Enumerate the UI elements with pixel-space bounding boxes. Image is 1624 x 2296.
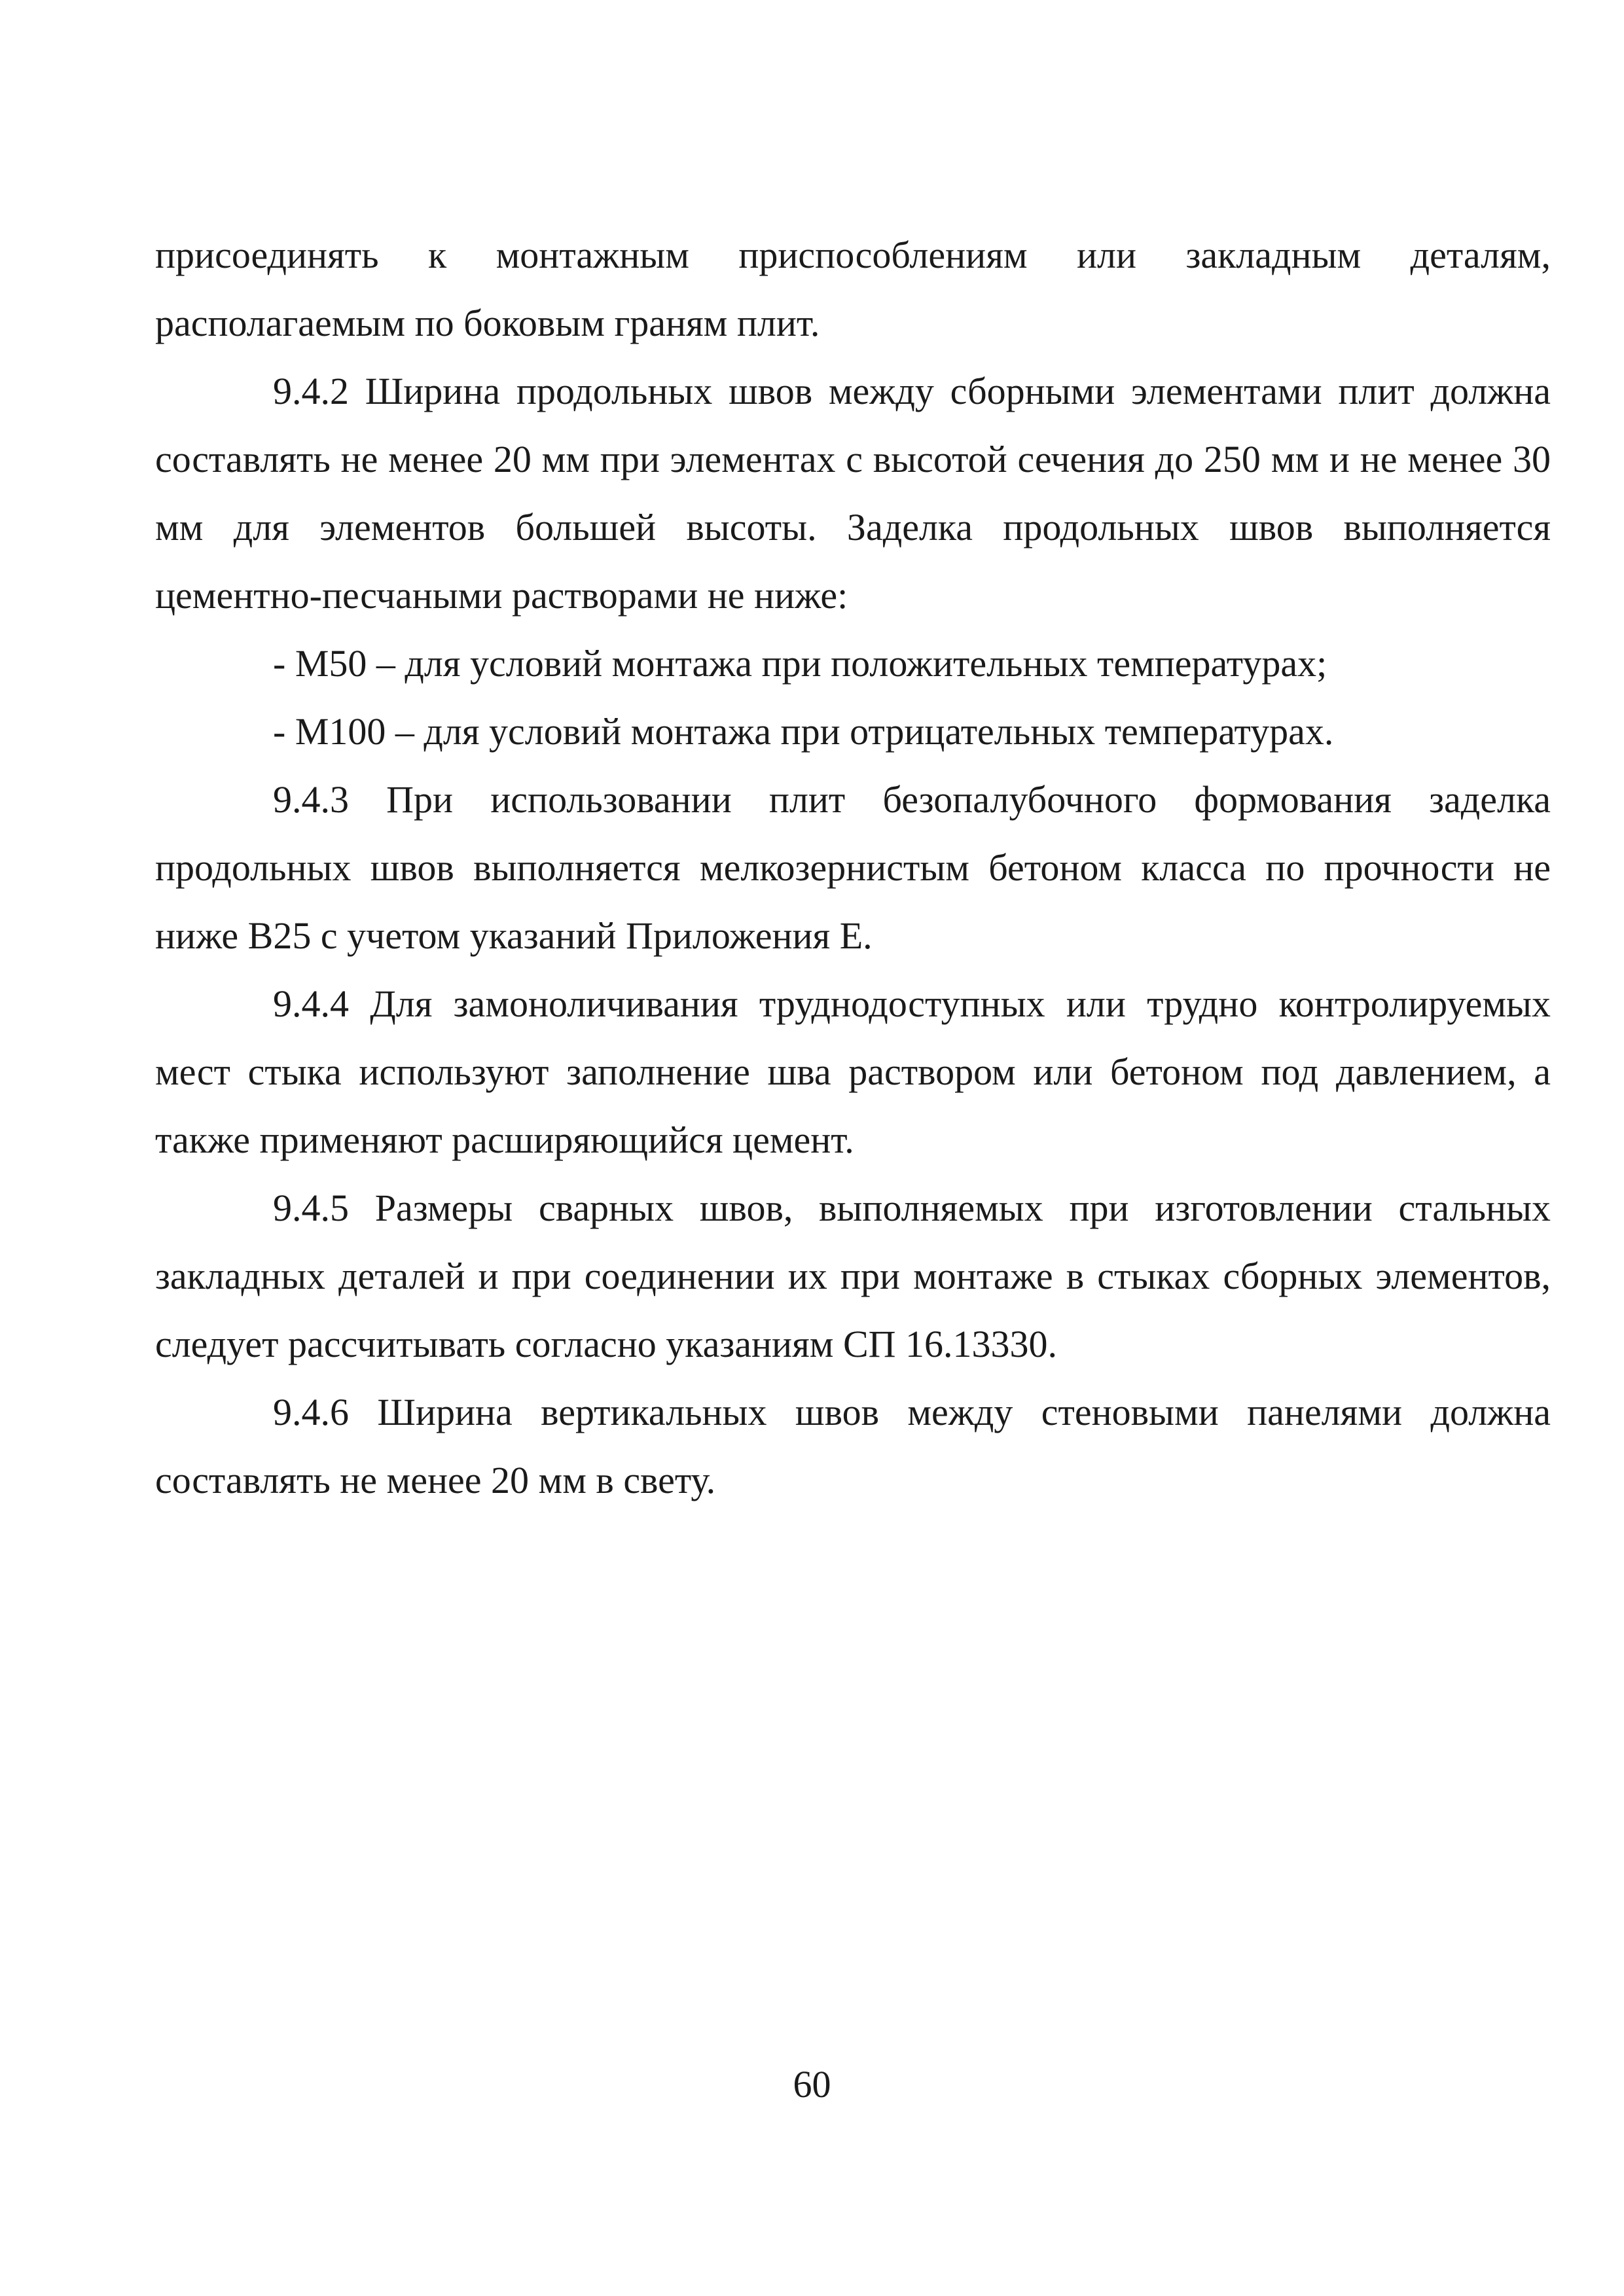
- paragraph-9-4-2: 9.4.2 Ширина продольных швов между сборными элементами плит должна составлять не менее 20 мм при элементах с высотой сечения до 250 мм и не менее 30 мм для элементов большей высоты. Заделка продольных швов выполняется цементно-песчаными растворами не ниже:: [155, 370, 1551, 617]
- paragraph-continuation: присоединять к монтажным приспособлениям или закладным деталям, располагаемым по боковым граням плит.: [155, 234, 1551, 344]
- paragraph-9-4-4: 9.4.4 Для замоноличивания труднодоступных или трудно контролируемых мест стыка используют заполнение шва раствором или бетоном под давлением, а также применяют расширяющийся цемент.: [155, 982, 1551, 1161]
- list-item-m100: - М100 – для условий монтажа при отрицательных температурах.: [273, 710, 1334, 753]
- page-number: 60: [793, 2063, 831, 2106]
- paragraph-9-4-5: 9.4.5 Размеры сварных швов, выполняемых при изготовлении стальных закладных деталей и при соединении их при монтаже в стыках сборных элементов, следует рассчитывать согласно указаниям СП 16.13330.: [155, 1187, 1551, 1365]
- paragraph-9-4-3: 9.4.3 При использовании плит безопалубочного формования заделка продольных швов выполняется мелкозернистым бетоном класса по прочности не ниже В25 с учетом указаний Приложения Е.: [155, 778, 1551, 957]
- document-body: [155, 221, 1551, 1515]
- list-item-m50: - М50 – для условий монтажа при положительных температурах;: [273, 642, 1327, 685]
- paragraph-9-4-6: 9.4.6 Ширина вертикальных швов между стеновыми панелями должна составлять не менее 20 мм в свету.: [155, 1391, 1551, 1501]
